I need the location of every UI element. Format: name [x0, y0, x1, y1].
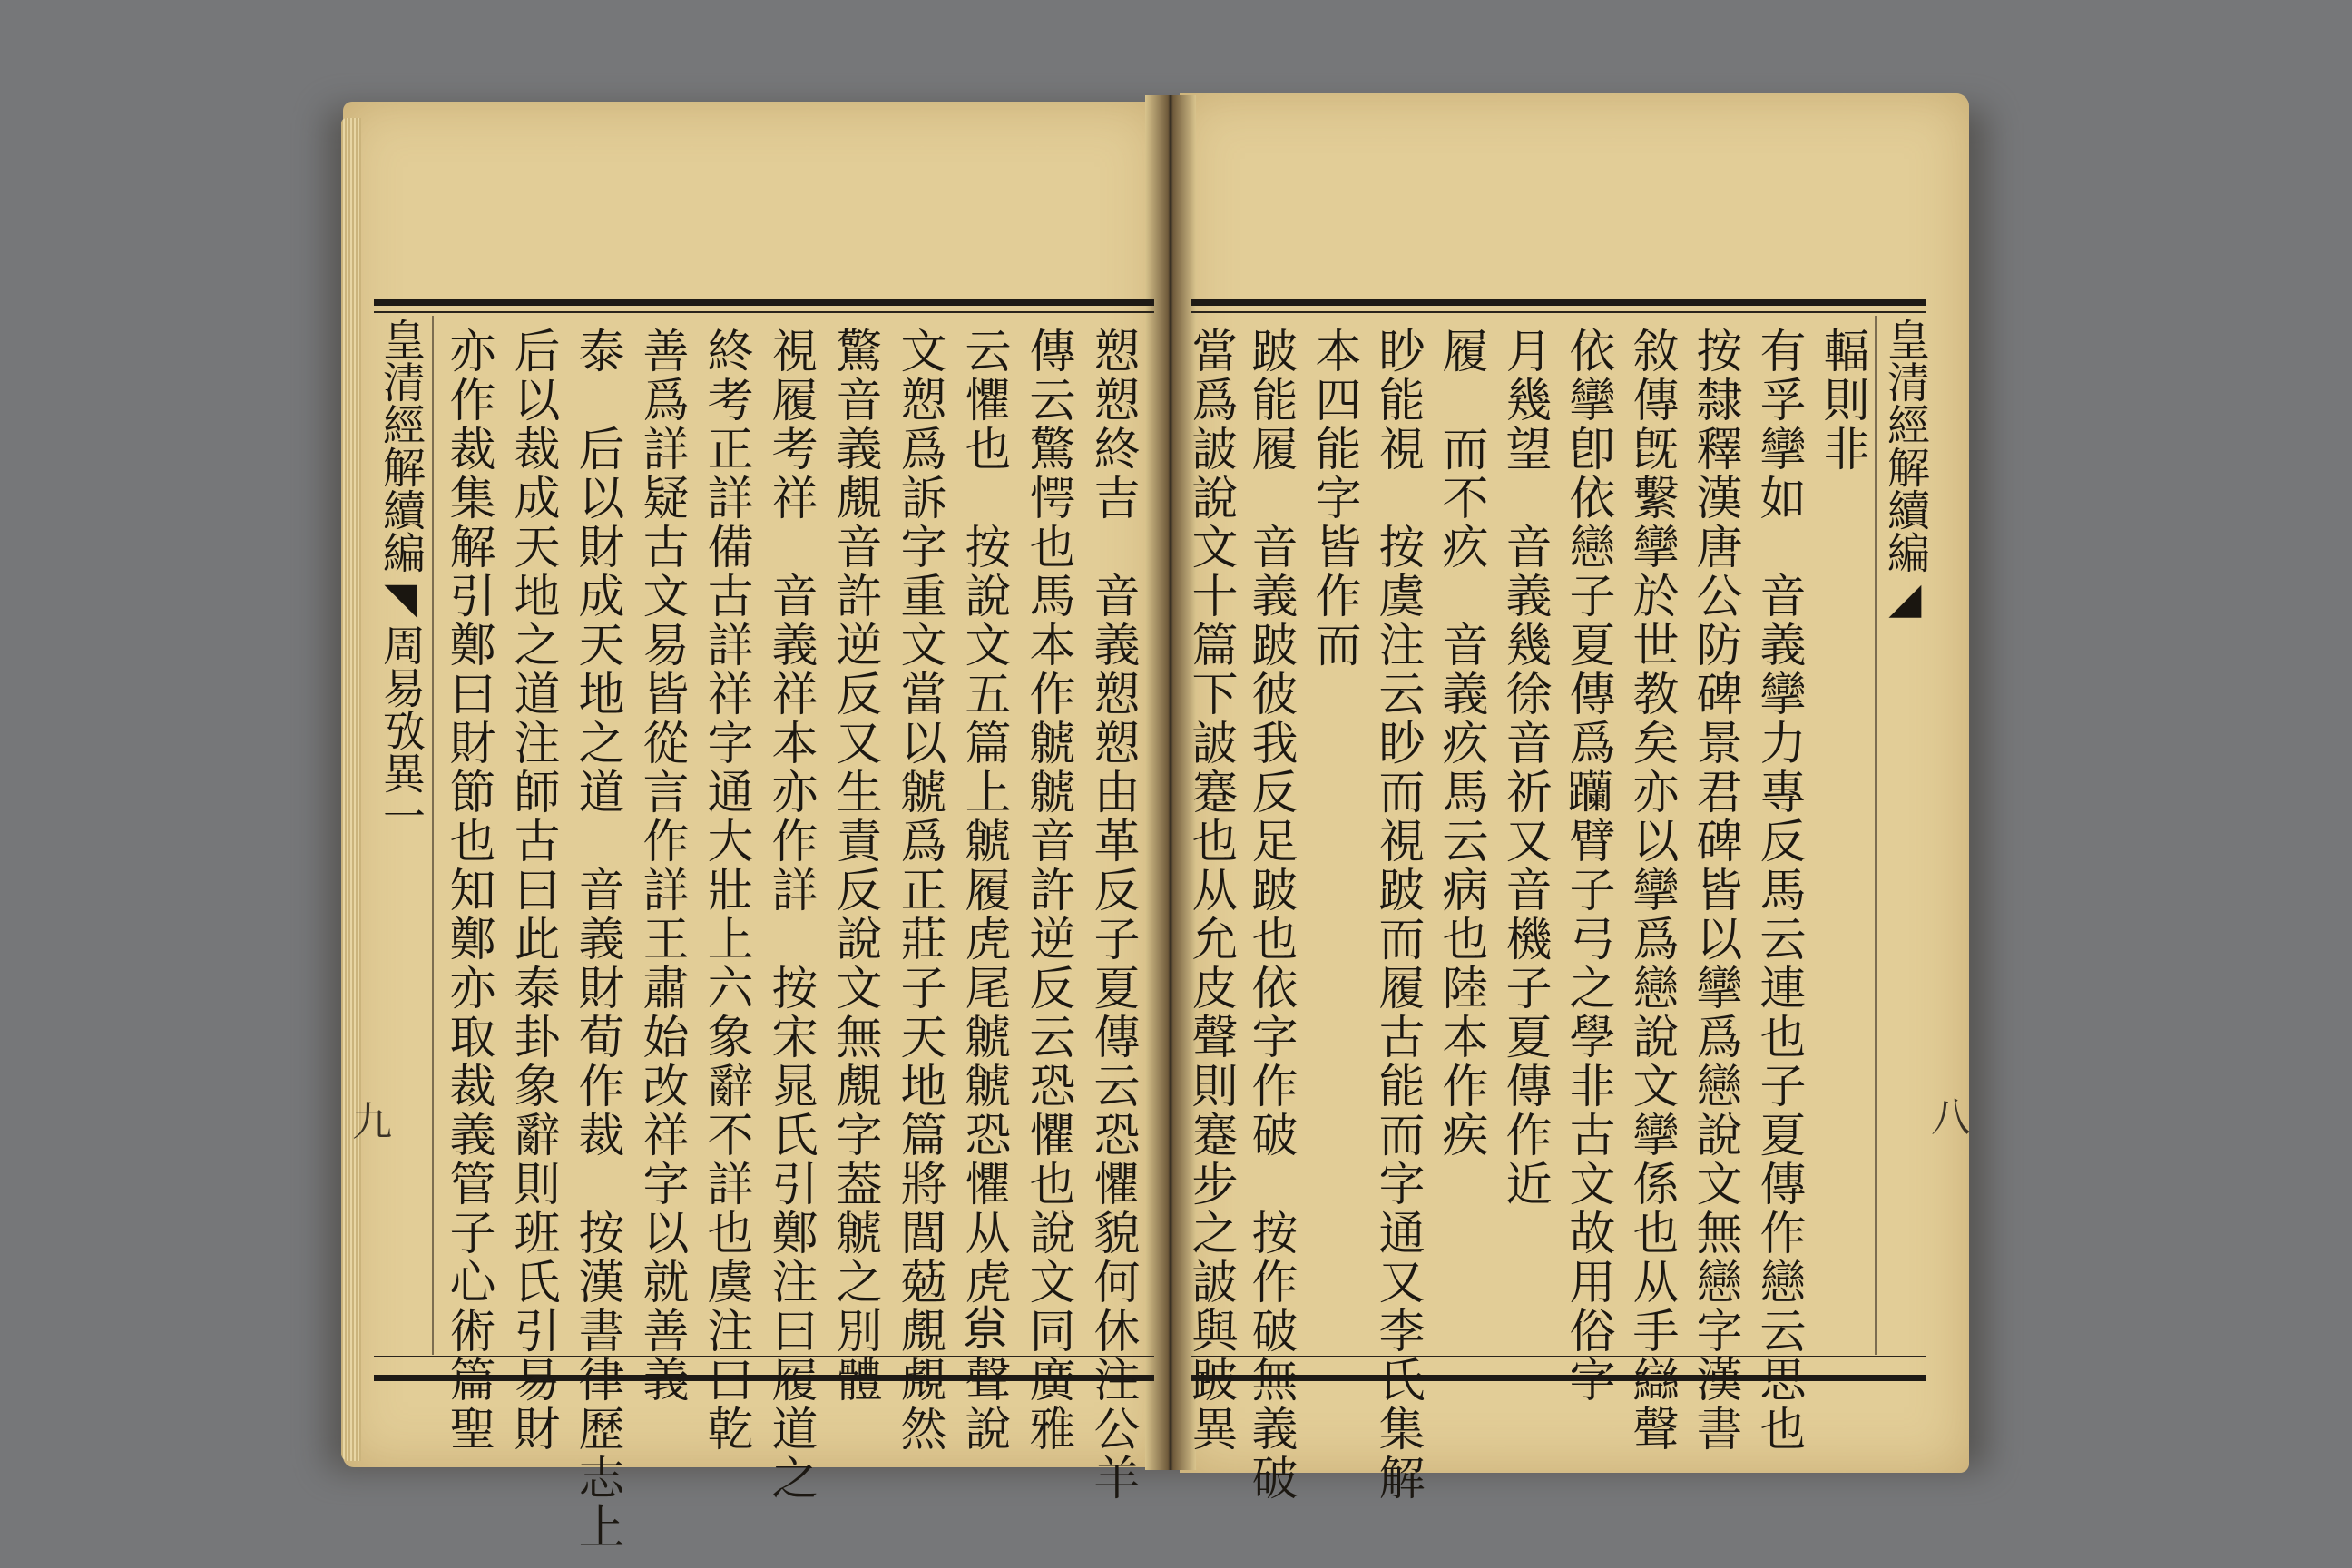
text-column: 驚音義覤音許逆反又生責反說文無覤字葢虩之別體: [828, 327, 881, 1405]
text-column: 按隸釋漢唐公防碑景君碑皆以攣爲戀說文無戀字漢書: [1688, 327, 1741, 1454]
text-column: 傳云驚愕也馬本作虩虩音許逆反云恐懼也說文同廣雅: [1021, 327, 1074, 1454]
left-banxin-title: 皇清經解續編: [376, 318, 426, 573]
right-banxin: [1878, 318, 1931, 1357]
left-leaf-number: 九: [352, 1099, 392, 1145]
text-column: 眇能視 按虞注云眇而視跛而履古能而字通又李氏集解: [1370, 327, 1424, 1503]
text-column: 有孚攣如 音義攣力專反馬云連也子夏傳作戀云思也: [1751, 327, 1805, 1454]
left-frame-inner-top: [374, 311, 1154, 313]
text-column: 依攣卽依戀子夏傳爲𨈆臂子弓之學非古文故用俗字: [1561, 327, 1614, 1405]
right-frame-inner-top: [1191, 311, 1926, 313]
text-column: 本四能字皆作而: [1307, 327, 1360, 670]
right-banxin-title: 皇清經解續編: [1880, 318, 1930, 573]
right-frame-inner-bottom: [1191, 1356, 1926, 1357]
left-banxin: [374, 318, 426, 1357]
text-column: 愬愬終吉 音義愬愬由革反子夏傳云恐懼貌何休注公羊: [1085, 327, 1139, 1503]
right-leaf-number: 八: [1931, 1094, 1971, 1141]
text-column: 善爲詳疑古文易皆從言作詳王肅始改祥字以就善義: [634, 327, 688, 1405]
text-column: 履 而不疚 音義疚馬云病也陸本作疾: [1434, 327, 1487, 1160]
column-rule: [432, 316, 434, 1355]
text-column: 跛能履 音義跛彼我反足跛也依字作破 按作破無義破: [1243, 327, 1297, 1503]
text-column: 視履考祥 音義祥本亦作詳 按宋晁氏引鄭注曰履道之: [763, 327, 817, 1503]
left-banxin-chapter: 周易攷異一: [376, 623, 426, 837]
text-column: 后以裁成天地之道注師古曰此泰卦象辭則班氏引易財: [505, 327, 559, 1454]
text-column: 云懼也 按說文五篇上虩履虎尾虩虩恐懼从虎𡭴聲說: [956, 327, 1010, 1454]
fishtail-icon: ◥: [376, 573, 426, 623]
text-column: 泰 后以財成天地之道 音義財荀作裁 按漢書律歷志上: [570, 327, 623, 1552]
text-column: 輻則非: [1815, 327, 1868, 474]
text-column: 終考正詳備古詳祥字通大壯上六象辭不詳也虞注曰乾: [699, 327, 752, 1454]
text-column: 亦作裁集解引鄭曰財節也知鄭亦取裁義管子心術篇聖: [441, 327, 495, 1454]
text-column: 月幾望 音義幾徐音祈又音機子夏傳作近: [1497, 327, 1551, 1209]
text-column: 敘傳旣繫攣於世教矣亦以攣爲戀說文攣係也从手䜌聲: [1624, 327, 1678, 1454]
text-column: 文愬爲訴字重文當以虩爲正莊子天地篇將閭葂覤覤然: [892, 327, 946, 1454]
page-edges: [341, 118, 361, 1461]
fishtail-icon: ◢: [1880, 573, 1930, 623]
column-rule: [1875, 316, 1877, 1355]
text-column: 當爲詖說文十篇下詖蹇也从允皮聲則蹇步之詖與跛異: [1183, 327, 1237, 1454]
